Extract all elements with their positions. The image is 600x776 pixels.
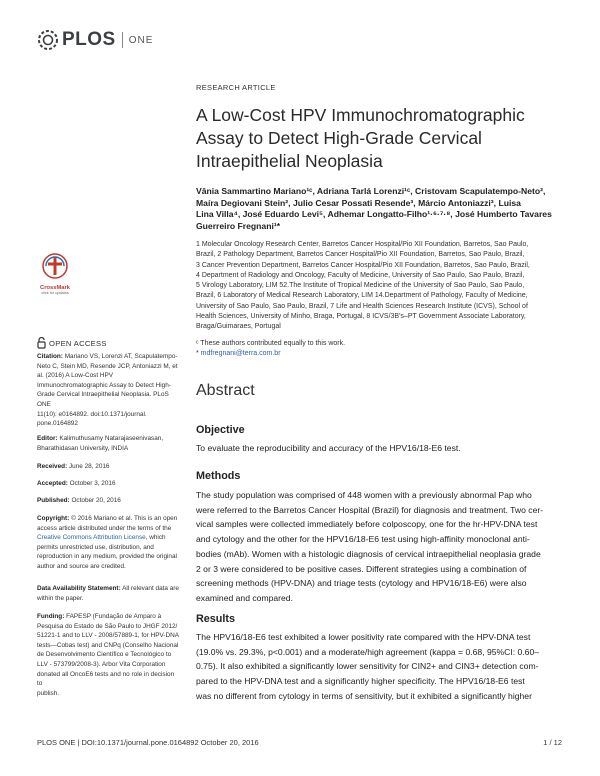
logo-divider (122, 32, 123, 48)
results-text (196, 630, 572, 704)
citation-line: Grade Cervical Intraepithelial Neoplasia. PLoS ONE (37, 391, 169, 408)
author-line: Lina Villa⁴, José Eduardo Levi⁵, Adhemar Longatto-Filho¹·⁶·⁷·⁸, José Humberto Tavares (196, 209, 552, 220)
text-line: was no different from cytology in terms of sensitivity, but it exhibited a significantly higher (196, 690, 532, 701)
published-label: Published: (37, 497, 70, 504)
page-number: 1 / 12 (543, 738, 562, 747)
text-line: screening methods (HPV-DNA) and triage tests (cytology and HPV16/18-E6) were also (196, 578, 527, 589)
citation-line: Neto C, Stein MD, Resende JCP, Antoniazzi M, et (37, 362, 178, 370)
text-line: The study population was comprised of 448 women with a previously abnormal Pap who (196, 490, 532, 500)
copyright-label: Copyright: (37, 515, 70, 522)
copyright-line: access article distributed under the terms of the (37, 524, 172, 532)
open-access-badge (37, 337, 107, 349)
editor-line: Kalimuthusamy Natarajaseenivasan, (57, 435, 164, 442)
crossmark-icon (42, 253, 68, 279)
editor-line: Bharathidasan University, INDIA (37, 444, 129, 452)
published-date (37, 496, 179, 506)
text-line: bodies (mAb). Women with a histologic diagnosis of cervical intraepithelial neoplasia grade (196, 548, 541, 559)
copyright-line: permits unrestricted use, distribution, and (37, 543, 154, 551)
logo-one-text: ONE (128, 34, 154, 46)
editor-block (37, 434, 179, 453)
results-heading: Results (196, 613, 236, 625)
funding-label: Funding: (37, 613, 65, 620)
author-notes (196, 339, 568, 359)
copyright-line: © 2016 Mariano et al. This is an open (69, 515, 178, 522)
text-line: 0.75). It also exhibited a significantly lower sensitivity for CIN2+ and CIN3+ detection com- (196, 661, 539, 672)
affiliation-line: Braga/Guimaraes, Portugal (196, 323, 281, 331)
received-label: Received: (37, 463, 68, 470)
title-line: A Low-Cost HPV Immunochromatographic (196, 105, 525, 125)
text-line: pared to the HPV-DNA test and a significantly higher specificity. The HPV16/18-E6 test (196, 676, 525, 687)
affiliation-line: University of Sao Paulo, Sao Paulo, Brazil, 7 Life and Health Sciences Research Institute (ICVS), School of (196, 302, 528, 310)
footer-citation: PLOS ONE | DOI:10.1371/journal.pone.0164892 October 20, 2016 (37, 738, 259, 747)
data-availability-block (37, 584, 179, 603)
objective-heading: Objective (196, 424, 245, 436)
text-line: examined and compared. (196, 592, 293, 603)
accepted-value: October 3, 2016 (67, 480, 116, 487)
open-lock-icon (37, 337, 46, 349)
affiliation-line: 1 Molecular Oncology Research Center, Barretos Cancer Hospital/Pio XII Foundation, Barretos, Sao Paulo, (196, 241, 529, 248)
title-line: Assay to Detect High-Grade Cervical (196, 128, 482, 148)
data-line: All relevant data are (120, 585, 179, 592)
funding-line: de Desenvolvimento Científico e Tecnológico to (37, 651, 172, 659)
affiliation-line: 5 Virology Laboratory, LIM 52.The Institute of Tropical Medicine of the University of Sao Paulo, Sao Paulo, (196, 282, 525, 290)
crossmark-label: CrossMark (40, 285, 70, 291)
affiliations (196, 240, 568, 333)
crossmark-badge[interactable] (37, 253, 73, 295)
author-line: Guerreiro Fregnani¹* (196, 220, 281, 231)
accepted-label: Accepted: (37, 480, 68, 487)
published-value: October 20, 2016 (69, 497, 121, 504)
affiliation-line: Health Sciences, University of Minho, Braga, Portugal, 8 ICVS/3B's–PT Government Associate Laboratory, (196, 313, 526, 321)
methods-heading: Methods (196, 470, 241, 482)
citation-block (37, 352, 179, 429)
abstract-heading: Abstract (196, 382, 255, 399)
author-line: Maíra Degiovani Stein², Julio Cesar Possati Resende³, Márcio Antoniazzi³, Luisa (196, 197, 521, 208)
text-line: and cytology and the other for the HPV16/18-E6 test using high-affinity monoclonal anti- (196, 534, 530, 545)
received-value: June 28, 2016 (67, 463, 110, 470)
citation-label: Citation: (37, 353, 63, 360)
funding-line: Pesquisa do Estado de São Paulo to JHGF 2012/ (37, 622, 178, 630)
methods-text (196, 488, 572, 606)
article-type: RESEARCH ARTICLE (196, 83, 276, 92)
funding-line: publish. (37, 689, 60, 697)
objective-text (196, 441, 572, 456)
funding-line: 51221-1 and to LLV - 2008/57889-1, for HPV-DNA (37, 632, 179, 640)
text-line: 2 or 3 were considered to be positive cases. Different strategies using a combination of (196, 563, 527, 574)
funding-line: tests—Cobas test) and CNPq (Conselho Nacional (37, 641, 179, 649)
license-link[interactable]: Creative Commons Attribution License (37, 534, 146, 542)
copyright-line: author and source are credited. (37, 562, 126, 570)
funding-line: FAPESP (Fundação de Amparo à (64, 613, 162, 620)
funding-block (37, 612, 179, 698)
citation-line: Mariano VS, Lorenzi AT, Scapulatempo- (62, 353, 178, 360)
page-footer (37, 738, 562, 747)
affiliation-line: 4 Department of Radiology and Oncology, Faculty of Medicine, University of Sao Paulo, Sao Paulo, Brazil, (196, 271, 525, 279)
received-date (37, 462, 179, 472)
author-line: Vânia Sammartino Mariano¹ᶜ, Adriana Tarlá Lorenzi¹ᶜ, Cristovam Scapulatempo-Neto², (196, 186, 546, 196)
crossmark-sublabel: click for updates (41, 291, 69, 295)
corresponding-note (196, 349, 568, 359)
accepted-date (37, 479, 179, 489)
author-list (196, 186, 568, 232)
open-access-label: OPEN ACCESS (49, 338, 107, 348)
text-line: The HPV16/18-E6 test exhibited a lower positivity rate compared with the HPV-DNA test (196, 632, 531, 642)
funding-line: LLV - 573799/2008-3). Arbor Vita Corporation (37, 660, 166, 668)
citation-line: pone.0164892 (37, 420, 78, 428)
data-availability-label: Data Availability Statement: (37, 585, 121, 592)
citation-line: 11(10): e0164892. doi:10.1371/journal. (37, 410, 147, 418)
equal-contribution-note: ᶜ These authors contributed equally to this work. (196, 340, 346, 347)
article-title (196, 104, 576, 173)
text-line: vical samples were collected immediately before colposcopy, one for the hr-HPV-DNA test (196, 519, 538, 530)
corresponding-email-link[interactable]: mdfregnani@terra.com.br (200, 350, 281, 357)
citation-line: al. (2016) A Low-Cost HPV (37, 372, 114, 380)
affiliation-line: 3 Cancer Prevention Department, Barretos Cancer Hospital/Pio XII Foundation, Barretos, Sao Paulo, Brazil, (196, 261, 530, 269)
citation-line: Immunochromatographic Assay to Detect High- (37, 381, 171, 389)
copyright-line: , which (145, 534, 166, 542)
logo-plos-text: PLOS (62, 29, 116, 50)
copyright-block (37, 514, 179, 572)
journal-logo[interactable] (37, 28, 153, 52)
copyright-line: reproduction in any medium, provided the original (37, 553, 177, 561)
affiliation-line: Brazil, 2 Pathology Department, Barretos Cancer Hospital/Pio XII Foundation, Barretos, Sao Paulo, Brazil, (196, 251, 525, 259)
text-line: (19.0% vs. 29.3%, p<0.001) and a moderate/high agreement (kappa = 0.68, 95%CI: 0.60– (196, 646, 540, 657)
editor-label: Editor: (37, 435, 58, 442)
text-line: To evaluate the reproducibility and accuracy of the HPV16/18-E6 test. (196, 443, 461, 453)
text-line: were referred to the Barretos Cancer Hospital (Brazil) for diagnosis and treatment. Two cer- (196, 504, 544, 515)
affiliation-line: Brazil, 6 Laboratory of Medical Research Laboratory, LIM 14.Department of Pathology, Faculty of Medicine, (196, 292, 528, 300)
plos-logo-icon (37, 29, 59, 51)
data-line: within the paper. (37, 594, 84, 602)
title-line: Intraepithelial Neoplasia (196, 151, 383, 171)
funding-line: donated all OncoE6 tests and no role in decision to (37, 670, 175, 688)
corresponding-marker: * (196, 350, 201, 357)
